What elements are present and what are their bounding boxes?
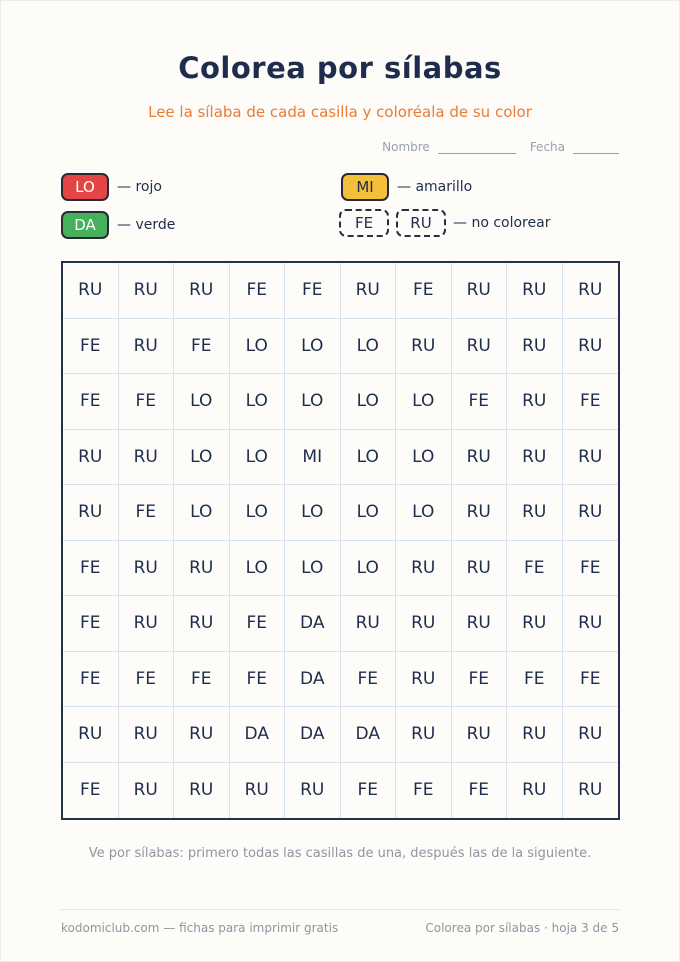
grid-cell[interactable]: LO [174, 485, 230, 541]
grid-cell[interactable]: RU [452, 319, 508, 375]
legend-text-skip: — no colorear [453, 215, 551, 231]
grid-cell[interactable]: RU [563, 707, 619, 763]
grid-cell[interactable]: FE [63, 374, 119, 430]
grid-cell[interactable]: RU [507, 763, 563, 819]
page-subtitle: Lee la sílaba de cada casilla y coloréala de su color [148, 103, 532, 121]
grid-cell[interactable]: RU [174, 763, 230, 819]
footer-divider [61, 909, 619, 910]
instruction-hint: Ve por sílabas: primero todas las casillas de una, después las de la siguiente. [88, 846, 592, 861]
grid-cell[interactable]: FE [563, 374, 619, 430]
grid-cell[interactable]: RU [119, 430, 175, 486]
grid-cell[interactable]: LO [174, 374, 230, 430]
grid-cell[interactable]: RU [174, 263, 230, 319]
grid-cell[interactable]: RU [63, 430, 119, 486]
grid-cell[interactable]: RU [230, 763, 286, 819]
grid-cell[interactable]: FE [63, 541, 119, 597]
grid-cell[interactable]: FE [452, 652, 508, 708]
grid-cell[interactable]: RU [119, 596, 175, 652]
grid-cell[interactable]: RU [507, 430, 563, 486]
grid-cell[interactable]: RU [507, 374, 563, 430]
grid-cell[interactable]: FE [507, 541, 563, 597]
grid-cell[interactable]: RU [63, 707, 119, 763]
footer-sheet-info: Colorea por sílabas · hoja 3 de 5 [425, 921, 619, 935]
grid-cell[interactable]: RU [452, 430, 508, 486]
grid-cell[interactable]: DA [285, 707, 341, 763]
legend-chip-ru: RU [396, 209, 446, 237]
grid-cell[interactable]: LO [230, 485, 286, 541]
grid-cell[interactable]: RU [119, 541, 175, 597]
grid-cell[interactable]: RU [452, 596, 508, 652]
legend-chip-mi: MI [341, 173, 389, 201]
page-title: Colorea por sílabas [178, 51, 502, 85]
legend-text-lo: — rojo [117, 179, 162, 195]
grid-cell[interactable]: FE [563, 652, 619, 708]
grid-cell[interactable]: RU [452, 485, 508, 541]
grid-cell[interactable]: DA [285, 596, 341, 652]
grid-cell[interactable]: RU [396, 541, 452, 597]
grid-cell[interactable]: RU [507, 319, 563, 375]
grid-cell[interactable]: RU [63, 263, 119, 319]
grid-cell[interactable]: LO [341, 319, 397, 375]
name-label: Nombre [382, 140, 430, 154]
grid-cell[interactable]: RU [563, 263, 619, 319]
grid-cell[interactable]: RU [119, 319, 175, 375]
grid-cell[interactable]: FE [452, 763, 508, 819]
grid-cell[interactable]: FE [230, 596, 286, 652]
grid-cell[interactable]: FE [119, 652, 175, 708]
grid-cell[interactable]: RU [578, 780, 603, 801]
grid-cell[interactable]: RU [507, 485, 563, 541]
grid-cell[interactable]: DA [285, 652, 341, 708]
grid-cell[interactable]: RU [174, 596, 230, 652]
grid-cell[interactable]: FE [396, 763, 452, 819]
date-line [573, 143, 619, 154]
grid-cell[interactable]: RU [507, 596, 563, 652]
grid-cell[interactable]: RU [396, 319, 452, 375]
grid-cell[interactable]: LO [285, 374, 341, 430]
grid-cell[interactable]: FE [174, 319, 230, 375]
grid-cell[interactable]: LO [341, 541, 397, 597]
grid-cell[interactable]: RU [174, 541, 230, 597]
grid-cell[interactable]: RU [563, 430, 619, 486]
date-label: Fecha [529, 140, 565, 154]
legend-chip-fe: FE [339, 209, 389, 237]
grid-cell[interactable]: LO [396, 430, 452, 486]
grid-cell[interactable]: RU [452, 707, 508, 763]
grid-cell[interactable]: LO [230, 430, 286, 486]
legend-chip-lo: LO [61, 173, 109, 201]
grid-cell[interactable]: FE [230, 652, 286, 708]
grid-cell[interactable]: RU [507, 707, 563, 763]
name-date-fields [382, 140, 619, 154]
grid-cell[interactable]: LO [285, 541, 341, 597]
grid-cell[interactable]: FE [507, 652, 563, 708]
legend-chip-da: DA [61, 211, 109, 239]
legend-lo [61, 173, 162, 201]
grid-cell[interactable]: LO [341, 374, 397, 430]
grid-cell[interactable]: LO [341, 430, 397, 486]
grid-cell[interactable]: LO [285, 485, 341, 541]
legend-da [61, 211, 175, 239]
grid-cell[interactable]: RU [285, 763, 341, 819]
grid-cell[interactable]: RU [563, 596, 619, 652]
name-line [438, 143, 516, 154]
grid-cell[interactable]: RU [452, 541, 508, 597]
grid-cell[interactable]: FE [341, 763, 397, 819]
grid-cell[interactable]: FE [63, 319, 119, 375]
grid-cell[interactable]: RU [341, 596, 397, 652]
grid-cell[interactable]: RU [396, 652, 452, 708]
grid-cell[interactable]: RU [563, 485, 619, 541]
grid-cell[interactable]: LO [396, 485, 452, 541]
grid-cell[interactable]: RU [396, 707, 452, 763]
grid-cell[interactable]: FE [285, 263, 341, 319]
footer-site: kodomiclub.com — fichas para imprimir gratis [61, 921, 339, 935]
legend-skip [339, 209, 550, 237]
grid-cell[interactable]: FE [174, 652, 230, 708]
grid-cell[interactable]: LO [230, 319, 286, 375]
syllable-grid [61, 261, 620, 820]
grid-cell[interactable]: FE [63, 596, 119, 652]
grid-cell[interactable]: FE [396, 263, 452, 319]
grid-cell[interactable]: RU [119, 763, 175, 819]
grid-cell[interactable]: FE [452, 374, 508, 430]
grid-cell[interactable]: FE [63, 763, 119, 819]
grid-cell[interactable]: FE [563, 541, 619, 597]
grid-cell[interactable]: LO [341, 485, 397, 541]
grid-cell[interactable]: FE [119, 485, 175, 541]
grid-cell[interactable]: RU [563, 319, 619, 375]
grid-cell[interactable]: RU [452, 263, 508, 319]
grid-cell[interactable]: DA [230, 707, 286, 763]
grid-cell[interactable]: RU [119, 707, 175, 763]
grid-cell[interactable]: DA [341, 707, 397, 763]
grid-cell[interactable]: FE [341, 652, 397, 708]
legend-text-da: — verde [117, 217, 176, 233]
grid-cell[interactable]: MI [285, 430, 341, 486]
grid-cell[interactable]: RU [119, 263, 175, 319]
grid-cell[interactable]: FE [63, 652, 119, 708]
grid-cell[interactable]: LO [230, 541, 286, 597]
legend-mi [341, 173, 472, 201]
grid-cell[interactable]: RU [63, 485, 119, 541]
grid-cell[interactable]: RU [174, 707, 230, 763]
grid-cell[interactable]: LO [285, 319, 341, 375]
grid-cell[interactable]: LO [174, 430, 230, 486]
grid-cell[interactable]: RU [507, 263, 563, 319]
grid-cell[interactable]: LO [230, 374, 286, 430]
grid-cell[interactable]: RU [341, 263, 397, 319]
grid-cell[interactable]: RU [396, 596, 452, 652]
grid-cell[interactable]: FE [119, 374, 175, 430]
legend-text-mi: — amarillo [397, 179, 473, 195]
grid-cell[interactable]: LO [396, 374, 452, 430]
grid-cell[interactable]: FE [230, 263, 286, 319]
